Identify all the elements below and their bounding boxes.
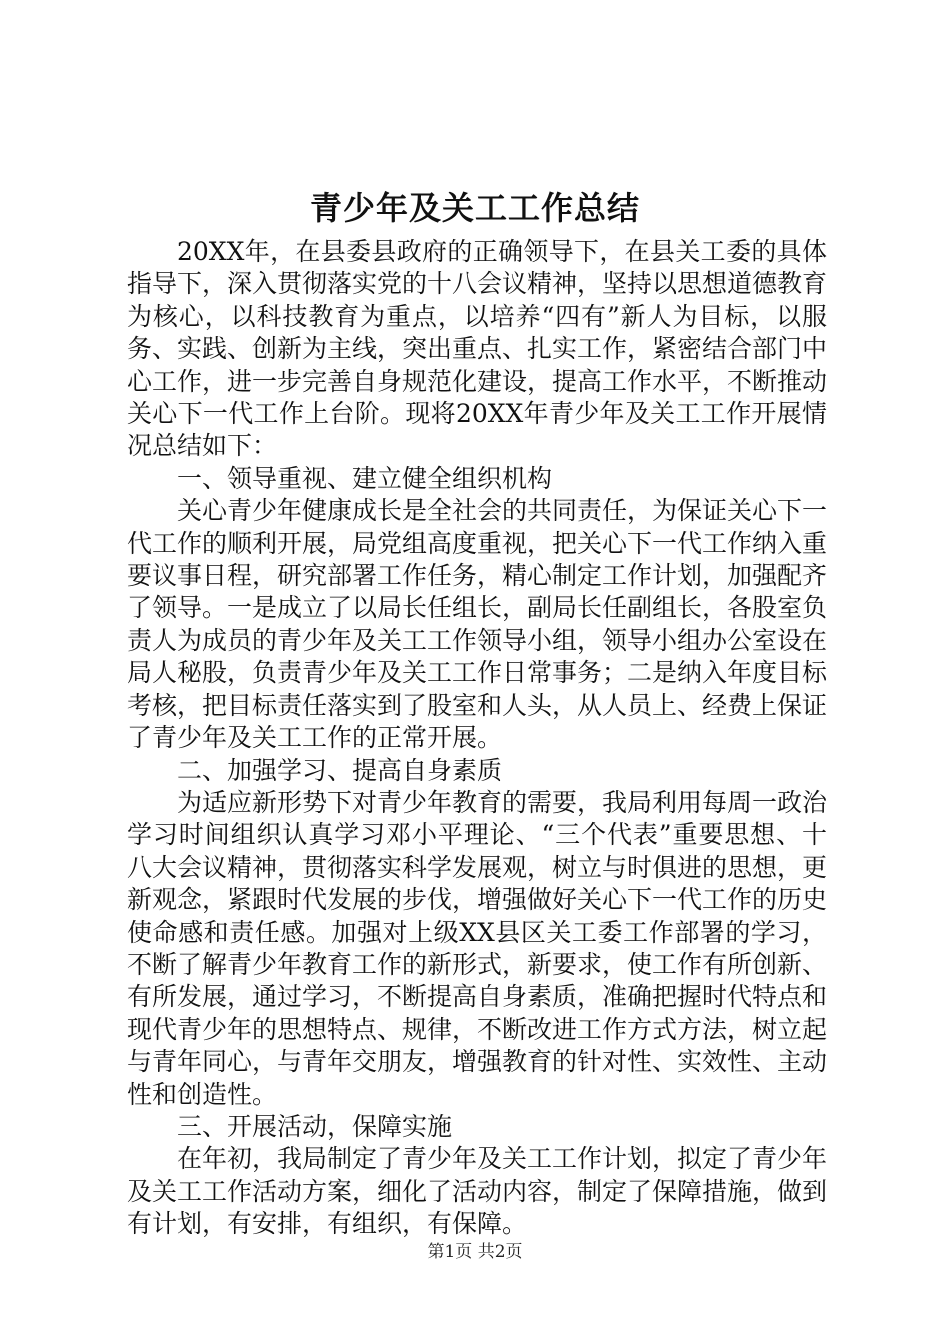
section-1-paragraph: 关心青少年健康成长是全社会的共同责任，为保证关心下一代工作的顺利开展，局党组高度重视，把关心下一代工作纳入重要议事日程，研究部署工作任务，精心制定工作计划，加强配齐了领导。一是成立了以局长任组长，副局长任副组长，各股室负责人为成员的青少年及关工工作领导小组，领导小组办公室设在局人秘股，负责青少年及关工工作日常事务；二是纳入年度目标考核，把目标责任落实到了股室和人头，从人员上、经费上保证了青少年及关工工作的正常开展。 xyxy=(127,496,828,753)
section-heading-2: 二、加强学习、提高自身素质 xyxy=(177,755,503,785)
document-body xyxy=(127,236,827,1241)
section-2-paragraph: 为适应新形势下对青少年教育的需要，我局利用每周一政治学习时间组织认真学习邓小平理论、“三个代表”重要思想、十八大会议精神，贯彻落实科学发展观，树立与时俱进的思想，更新观念，紧跟时代发展的步伐，增强做好关心下一代工作的历史使命感和责任感。加强对上级XX县区关工委工作部署的学习，不断了解青少年教育工作的新形式，新要求，使工作有所创新、有所发展，通过学习，不断提高自身素质，准确把握时代特点和现代青少年的思想特点、规律，不断改进工作方式方法，树立起与青年同心，与青年交朋友，增强教育的针对性、实效性、主动性和创造性。 xyxy=(127,787,828,1109)
page-number-footer: 第1页 共2页 xyxy=(427,1242,523,1262)
intro-paragraph: 20XX年，在县委县政府的正确领导下，在县关工委的具体指导下，深入贯彻落实党的十八会议精神，坚持以思想道德教育为核心，以科技教育为重点，以培养“四有”新人为目标，以服务、实践、创新为主线，突出重点、扎实工作，紧密结合部门中心工作，进一步完善自身规范化建设，提高工作水平，不断推动关心下一代工作上台阶。现将20XX年青少年及关工工作开展情况总结如下： xyxy=(127,237,828,461)
section-heading-3: 三、开展活动，保障实施 xyxy=(177,1111,453,1141)
section-3-paragraph: 在年初，我局制定了青少年及关工工作计划，拟定了青少年及关工工作活动方案，细化了活动内容，制定了保障措施，做到有计划，有安排，有组织，有保障。 xyxy=(127,1144,828,1239)
document-title: 青少年及关工工作总结 xyxy=(309,189,640,227)
section-heading-1: 一、领导重视、建立健全组织机构 xyxy=(177,463,553,493)
